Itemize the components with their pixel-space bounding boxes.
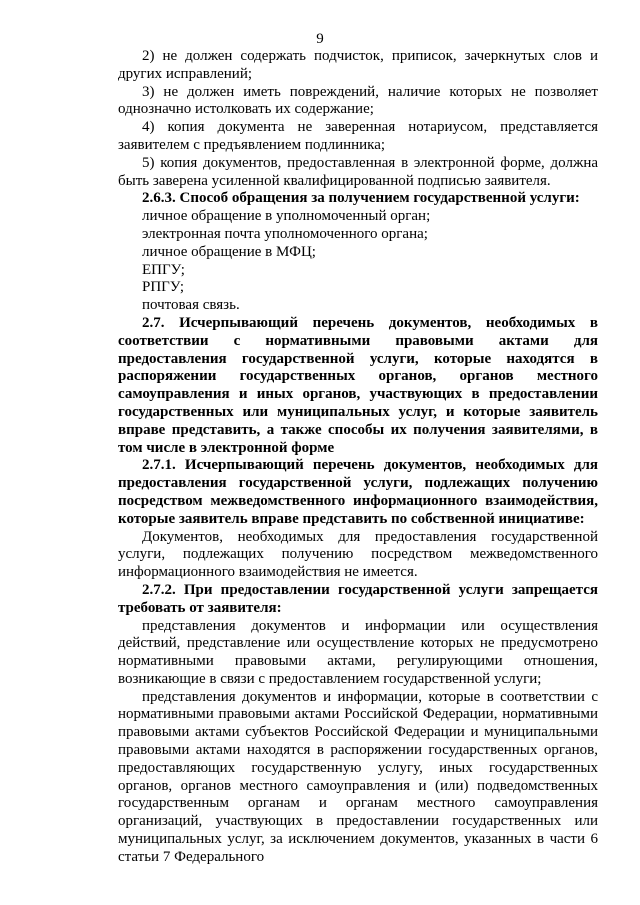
list-item-4: 4) копия документа не заверенная нотариусом, представляется заявителем с предъявлением подлинника; [118,119,598,153]
contact-methods-list [118,208,598,315]
list-item-2: 2) не должен содержать подчисток, приписок, зачеркнутых слов и других исправлений; [118,48,598,82]
section-2-7-2-paragraph-2: представления документов и информации, которые в соответствии с нормативными правовыми актами Российской Федерации, нормативными правовыми актами субъектов Российской Федерации и муниципальными правовыми актами находятся в распоряжении государственных органов, предоставляющих государственную услугу, иных государственных органов, органов местного самоуправления и (или) подведомственных государственным органам и органам местного самоуправления организаций, участвующих в предоставлении государственных или муниципальных услуг, за исключением документов, указанных в части 6 статьи 7 Федерального [118,688,598,865]
list-item-3: 3) не должен иметь повреждений, наличие которых не позволяет однозначно истолковать их содержание; [118,83,598,118]
section-2-7-1-heading: 2.7.1. Исчерпывающий перечень документов, необходимых для предоставления государственной услуги, подлежащих получению посредством межведомственного информационного взаимодействия, которые заявитель вправе представить по собственной инициативе: [118,457,598,527]
contact-method: почтовая связь. [142,297,240,314]
section-2-7-heading: 2.7. Исчерпывающий перечень документов, необходимых в соответствии с нормативными правовыми актами для предоставления государственной услуги, которые находятся в распоряжении государственных органов, органов местного самоуправления и иных органов, участвующих в предоставлении государственных или муниципальных услуг, и которые заявитель вправе представить, а также способы их получения заявителями, в том числе в электронной форме [118,314,598,456]
list-item-5: 5) копия документов, предоставленная в электронной форме, должна быть заверена усиленной квалифицированной подписью заявителя. [118,154,598,189]
section-2-7-1-text: Документов, необходимых для предоставления государственной услуги, подлежащих получению посредством межведомственного информационного взаимодействия не имеется. [118,528,598,581]
document-body [118,48,598,867]
page-number: 9 [316,31,324,47]
section-2-6-3-heading: 2.6.3. Способ обращения за получением государственной услуги: [142,190,580,207]
section-2-7-2-heading: 2.7.2. При предоставлении государственной услуги запрещается требовать от заявителя: [118,581,598,616]
section-2-7-2-paragraph-1: представления документов и информации или осуществления действий, представление или осуществление которых не предусмотрено нормативными правовыми актами, регулирующими отношения, возникающие в связи с предоставлением государственной услуги; [118,617,598,687]
contact-method: личное обращение в уполномоченный орган; [142,208,431,225]
contact-method: личное обращение в МФЦ; [142,243,316,260]
contact-method: РПГУ; [142,279,185,296]
contact-method: ЕПГУ; [142,261,185,278]
contact-method: электронная почта уполномоченного органа; [142,225,428,242]
